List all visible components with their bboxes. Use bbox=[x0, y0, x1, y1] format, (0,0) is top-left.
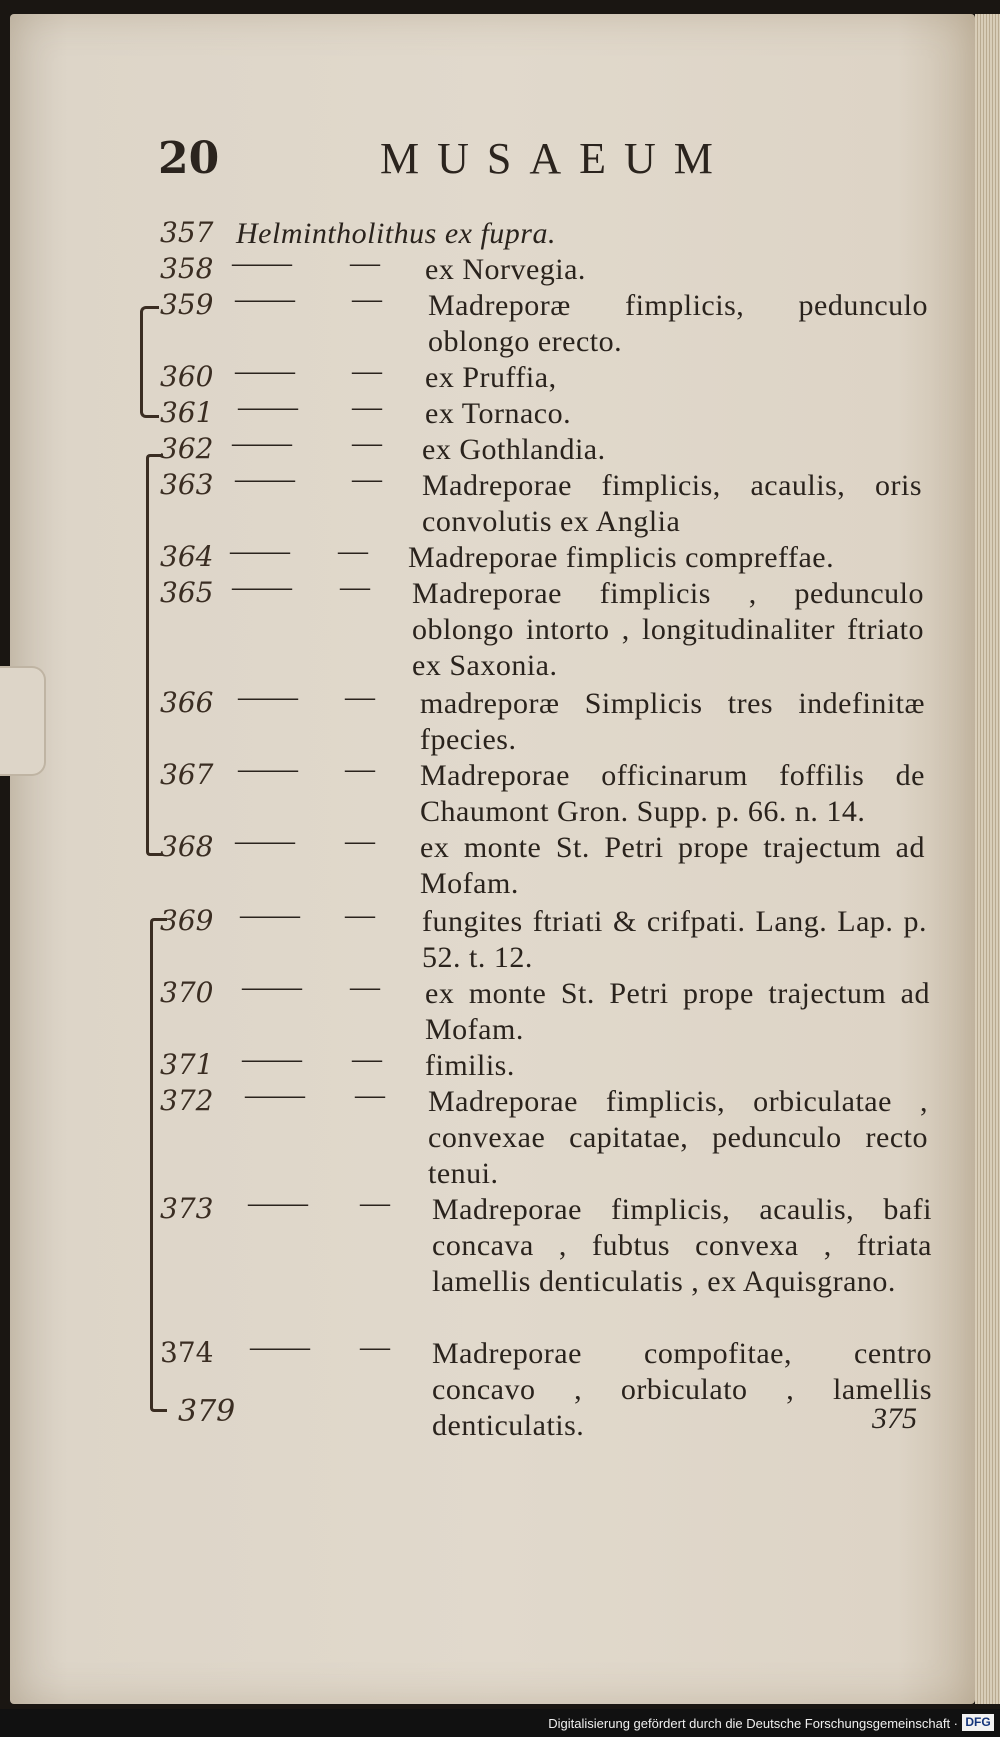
entry-number: 358 bbox=[160, 252, 214, 285]
page-header bbox=[0, 133, 1000, 193]
entry-text: ex Norvegia. bbox=[425, 253, 586, 286]
entry-number: 357 bbox=[160, 216, 214, 249]
entry-text: Madreporae fimplicis, acaulis, oris convolutis ex Anglia bbox=[422, 469, 922, 538]
entry-text: ex Pruffia, bbox=[425, 361, 557, 394]
catchword: 375 bbox=[872, 1402, 917, 1435]
ditto-dash-short: — bbox=[360, 1330, 390, 1363]
ditto-dash-short: — bbox=[352, 354, 382, 387]
ditto-dash-long: —— bbox=[235, 354, 295, 387]
entry-text: Madreporae fimplicis, acaulis, bafi concava , fubtus convexa , ftriata lamellis denticulatis , ex Aquisgrano. bbox=[432, 1193, 932, 1298]
entry-365 bbox=[160, 570, 924, 684]
entry-text: Helmintholithus ex fupra. bbox=[236, 217, 556, 250]
ditto-dash-short: — bbox=[352, 462, 382, 495]
ditto-dash-long: —— bbox=[232, 570, 292, 603]
entry-363 bbox=[160, 462, 922, 540]
entry-number: 369 bbox=[160, 904, 214, 937]
ditto-dash-short: — bbox=[355, 1078, 385, 1111]
entry-number: 372 bbox=[160, 1084, 214, 1117]
ditto-dash-long: —— bbox=[235, 824, 295, 857]
ditto-dash-long: —— bbox=[235, 462, 295, 495]
handwritten-bracket bbox=[146, 454, 163, 856]
entry-number: 373 bbox=[160, 1192, 214, 1225]
entry-366 bbox=[160, 680, 925, 758]
entry-text: Madreporae officinarum foffilis de Chaumont Gron. Supp. p. 66. n. 14. bbox=[420, 759, 925, 828]
entry-text: fungites ftriati & crifpati. Lang. Lap. p. 52. t. 12. bbox=[422, 905, 927, 974]
running-head: MUSAEUM bbox=[380, 134, 731, 183]
ditto-dash-long: —— bbox=[238, 680, 298, 713]
entry-number: 360 bbox=[160, 360, 214, 393]
handwritten-bracket bbox=[140, 306, 159, 418]
entry-368 bbox=[160, 824, 925, 902]
entry-text: ex monte St. Petri prope trajectum ad Mofam. bbox=[420, 831, 925, 900]
entry-372 bbox=[160, 1078, 928, 1192]
entry-text: Madreporae fimplicis , pedunculo oblongo intorto , longitudinaliter ftriato ex Saxonia. bbox=[412, 577, 924, 682]
ditto-dash-long: —— bbox=[230, 534, 290, 567]
entry-number: 368 bbox=[160, 830, 214, 863]
entry-number: 365 bbox=[160, 576, 214, 609]
entry-367 bbox=[160, 752, 925, 830]
ditto-dash-short: — bbox=[350, 970, 380, 1003]
entry-text: fimilis. bbox=[425, 1049, 515, 1082]
entry-number: 366 bbox=[160, 686, 214, 719]
ditto-dash-short: — bbox=[350, 246, 380, 279]
ditto-dash-short: — bbox=[352, 390, 382, 423]
ditto-dash-short: — bbox=[338, 534, 368, 567]
entry-359 bbox=[160, 282, 928, 360]
page-number: 20 bbox=[158, 133, 220, 184]
entry-number: 363 bbox=[160, 468, 214, 501]
ditto-dash-short: — bbox=[360, 1186, 390, 1219]
ditto-dash-short: — bbox=[352, 1042, 382, 1075]
ditto-dash-short: — bbox=[352, 282, 382, 315]
entry-text: Madreporae fimplicis, orbiculatae , convexae capitatae, pedunculo recto tenui. bbox=[428, 1085, 928, 1190]
ditto-dash-short: — bbox=[345, 824, 375, 857]
ditto-dash-short: — bbox=[345, 752, 375, 785]
entry-number: 370 bbox=[160, 976, 214, 1009]
entry-text: ex Gothlandia. bbox=[422, 433, 606, 466]
entry-number: 364 bbox=[160, 540, 214, 573]
entry-text: ex monte St. Petri prope trajectum ad Mofam. bbox=[425, 977, 930, 1046]
entry-number: 371 bbox=[160, 1048, 214, 1081]
ditto-dash-long: —— bbox=[242, 1042, 302, 1075]
ditto-dash-short: — bbox=[340, 570, 370, 603]
entry-number: 362 bbox=[160, 432, 214, 465]
handwritten-number: 379 bbox=[178, 1394, 236, 1429]
entry-text: Madreporae compofitae, centro concavo , orbiculato , lamellis denticulatis. bbox=[432, 1337, 932, 1442]
ditto-dash-short: — bbox=[345, 898, 375, 931]
page-edge bbox=[975, 14, 1000, 1704]
entry-number: 359 bbox=[160, 288, 214, 321]
entry-number: 374 bbox=[160, 1336, 214, 1369]
ditto-dash-short: — bbox=[352, 426, 382, 459]
ditto-dash-long: —— bbox=[232, 426, 292, 459]
digitization-footer bbox=[0, 1709, 1000, 1737]
ditto-dash-long: —— bbox=[235, 282, 295, 315]
ditto-dash-long: —— bbox=[232, 246, 292, 279]
footer-text: Digitalisierung gefördert durch die Deutsche Forschungsgemeinschaft · bbox=[548, 1716, 958, 1731]
entry-text: ex Tornaco. bbox=[425, 397, 572, 430]
entry-370 bbox=[160, 970, 930, 1048]
ditto-dash-long: —— bbox=[248, 1186, 308, 1219]
ditto-dash-long: —— bbox=[238, 752, 298, 785]
entry-text: Madreporæ fimplicis, pedunculo oblongo erecto. bbox=[428, 289, 928, 358]
ditto-dash-short: — bbox=[345, 680, 375, 713]
entry-text: Madreporae fimplicis compreffae. bbox=[408, 541, 835, 574]
ditto-dash-long: —— bbox=[240, 898, 300, 931]
entry-number: 361 bbox=[160, 396, 214, 429]
handwritten-bracket bbox=[150, 918, 167, 1412]
ditto-dash-long: —— bbox=[242, 970, 302, 1003]
page-tab-marker bbox=[0, 666, 46, 776]
entry-number: 367 bbox=[160, 758, 214, 791]
dfg-logo-icon: DFG bbox=[962, 1714, 994, 1731]
entry-text: madreporæ Simplicis tres indefinitæ fpecies. bbox=[420, 687, 925, 756]
ditto-dash-long: —— bbox=[250, 1330, 310, 1363]
entry-373 bbox=[160, 1186, 932, 1332]
entry-369 bbox=[160, 898, 927, 976]
ditto-dash-long: —— bbox=[238, 390, 298, 423]
ditto-dash-long: —— bbox=[245, 1078, 305, 1111]
